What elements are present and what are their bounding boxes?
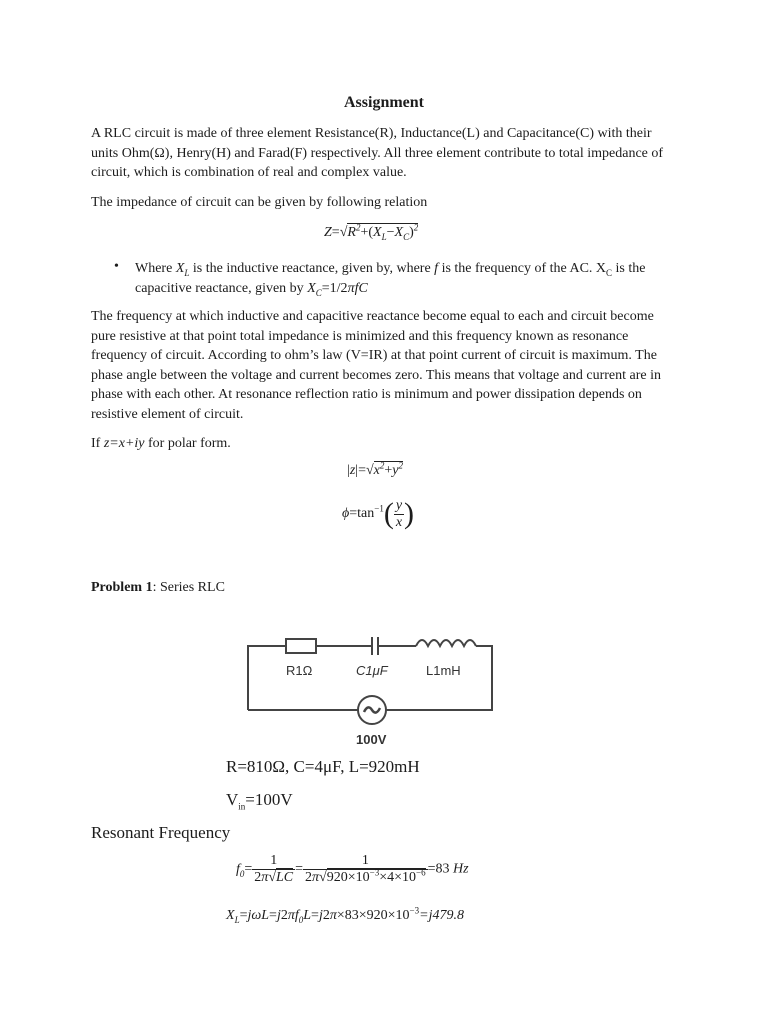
resonance-paragraph: The frequency at which inductive and capacitive reactance become equal to each and circuit become pure resistive at that point total impedance is minimized and this frequency known as resonance frequency of circuit. According to ohm’s law (V=IR) at that point current of circuit is maximum. The phase angle between the voltage and current becomes zero. This means that voltage and current are in phase with each other. At resonance reflection ratio is minimum and power dissipation depends on resistive element of circuit. [91,309,662,422]
capacitor-symbol [372,637,378,655]
impedance-intro: The impedance of circuit can be given by following relation [91,195,428,210]
resonant-frequency-equation: $f_0=$ $\frac{1}{2\pi√LC}$ = $\frac{1}{2\pi√920\times 10^{-3}\times 4\times 10^{-6}}$ =83 Hz [236,853,469,885]
inductive-reactance-equation: $X_L=j\omega L=j2\pi f_0L=j2\pi\times 83\times 920\times 10^{-3}=j479.8$ [226,905,464,925]
bullet-marker: • [114,259,119,274]
wire-left [248,646,286,710]
reactance-bullet: Where $X_L$ is the inductive reactance, given by, where f is the frequency of the AC. $X_C$ is the capacitive reactance, given by $X_C=1/2\pi fC$ [135,261,646,298]
series-rlc-circuit [240,628,500,748]
magnitude-equation: $|z|=√x^2+y^2$ [347,460,403,478]
inductor-label: L1mH [426,663,461,678]
input-voltage: $V_{in}=100V$ [226,790,293,812]
resonant-frequency-heading: Resonant Frequency [91,823,231,842]
problem-heading: Problem 1: Series RLC [91,580,225,595]
intro-paragraph: A RLC circuit is made of three element Resistance(R), Inductance(L) and Capacitance(C) with their units Ohm(Ω), Henry(H) and Farad(F) respectively. All three element contribute to total impedance of circuit, which is combination of real and complex value. [91,126,664,181]
phase-equation: $\phi=\tan^{-1}$( $\frac{y}{x}$ ) [342,497,415,530]
wire-right [386,646,492,710]
inductor-symbol [416,640,476,646]
resistor-label: R1Ω [286,663,313,678]
polar-form-line: If z=x+iy for polar form. [91,436,231,451]
resistor-symbol [286,639,316,653]
source-label: 100V [356,732,387,747]
page-title: Assignment [343,94,424,111]
capacitor-label: C1μF [356,663,388,678]
given-values: R=810Ω, C=4μF, L=920mH [226,757,420,776]
impedance-equation: $Z=√R^2+(X_L-X_C)^2$ [324,222,419,242]
